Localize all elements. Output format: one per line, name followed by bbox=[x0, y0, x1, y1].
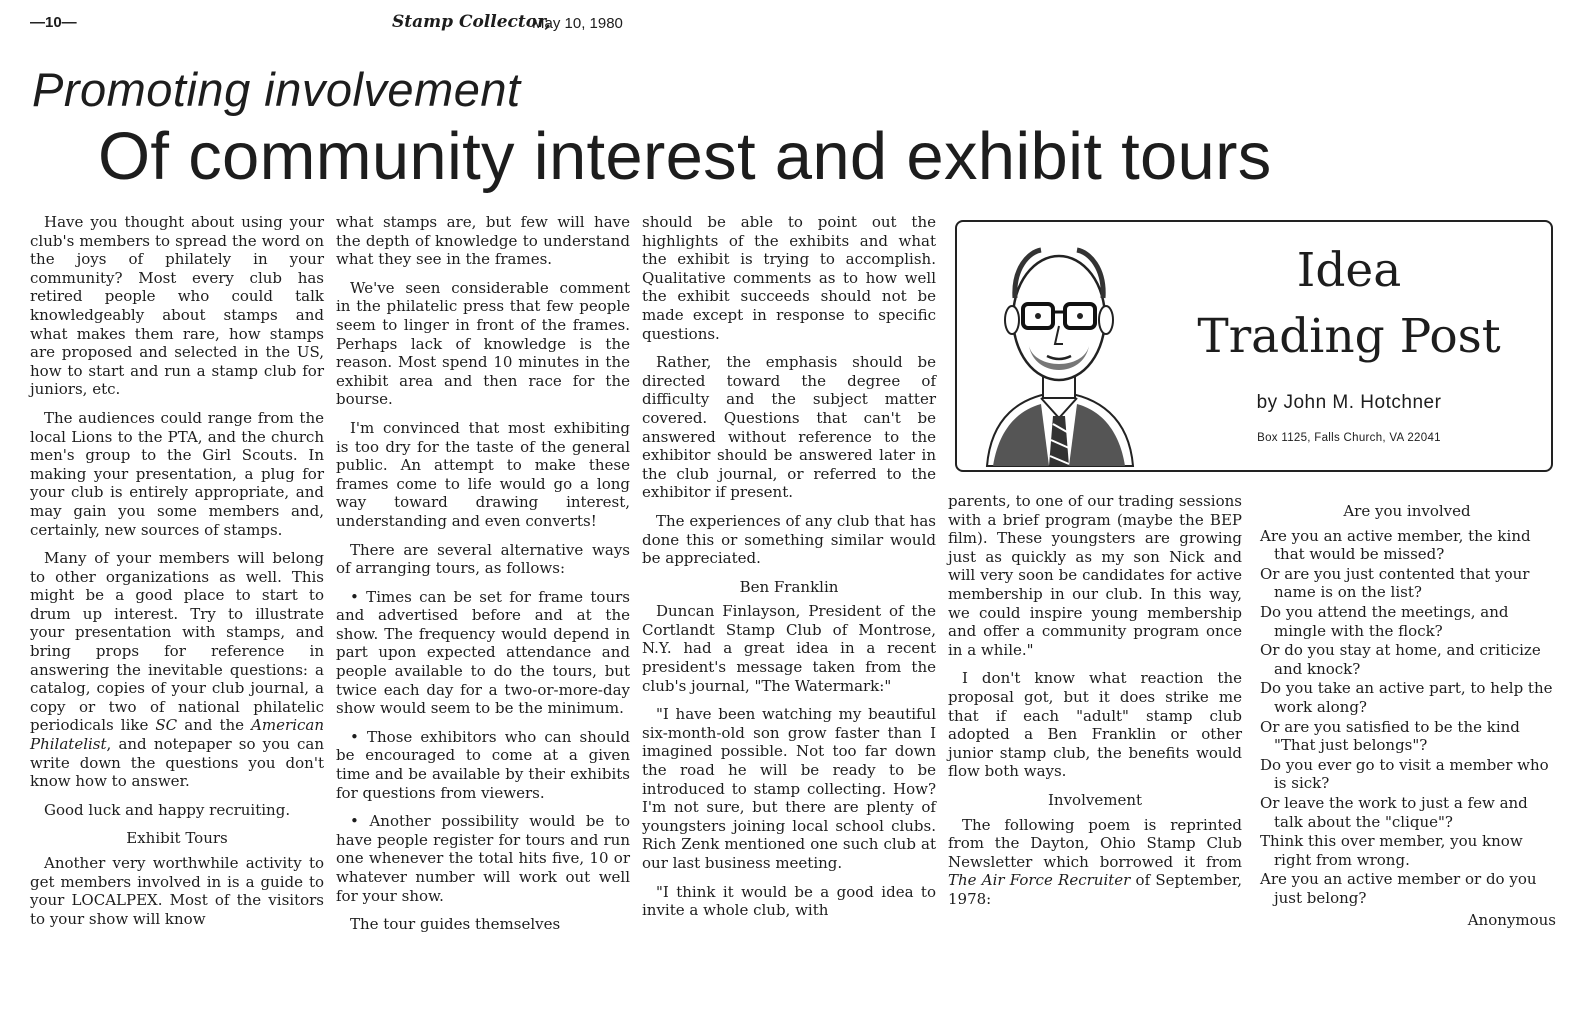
article-kicker: Promoting involvement bbox=[32, 63, 521, 116]
paragraph: I don't know what reaction the proposal got, but it does strike me that if each "adult" stamp club adopted a Ben Franklin or other junior stamp club, the benefits would flow both ways. bbox=[948, 669, 1242, 781]
box-title-trading-post: Trading Post bbox=[1197, 309, 1501, 364]
paragraph: Good luck and happy recruiting. bbox=[44, 800, 291, 819]
masthead bbox=[30, 14, 650, 36]
poem-line: Or are you satisfied to be the kind "That just belongs"? bbox=[1260, 717, 1520, 755]
paragraph: "I think it would be a good idea to invite a whole club, with bbox=[642, 882, 936, 920]
paragraph: Rather, the emphasis should be directed toward the degree of difficulty and the subject matter covered. Questions that can't be answered without reference to the exhibitor should be answered later in the club journal, or referred to the exhibitor if present. bbox=[642, 353, 936, 502]
sc-reference: SC bbox=[155, 716, 178, 735]
author-address: Box 1125, Falls Church, VA 22041 bbox=[1257, 432, 1441, 444]
section-heading-ben-franklin: Ben Franklin bbox=[739, 577, 839, 596]
american-philatelist-reference: American Philatelist bbox=[30, 716, 324, 754]
paragraph: The audiences could range from the local Lions to the PTA, and the church men's group to the Girl Scouts. In making your presentation, a plug for your club is entirely appropriate, and may gain you some members and, certainly, new sources of stamps. bbox=[30, 408, 324, 539]
issue-date: May 10, 1980 bbox=[532, 15, 623, 32]
paragraph: The experiences of any club that has done this or something similar would be appreciated. bbox=[642, 511, 936, 568]
poem-line: Do you attend the meetings, and mingle with the flock? bbox=[1260, 602, 1509, 640]
publication-name: Stamp Collector, bbox=[392, 12, 551, 32]
paragraph: Duncan Finlayson, President of the Cortlandt Stamp Club of Montrose, N.Y. had a great idea in a recent president's message taken from the club's journal, "The Watermark:" bbox=[642, 602, 936, 695]
poem-line: Do you ever go to visit a member who is sick? bbox=[1260, 755, 1549, 793]
author-portrait-icon bbox=[979, 228, 1139, 468]
paragraph: Another very worthwhile activity to get members involved in is a guide to your LOCALPEX. Most of the visitors to your show will know bbox=[30, 854, 324, 928]
poem-line: Are you an active member, the kind that would be missed? bbox=[1260, 526, 1531, 564]
column-3 bbox=[642, 213, 936, 930]
bullet-paragraph: • Those exhibitors who can should be encouraged to come at a given time and be available by their exhibits for questions from viewers. bbox=[336, 727, 630, 802]
poem-line: Are you an active member or do you just belong? bbox=[1260, 870, 1537, 907]
bullet-paragraph: • Another possibility would be to have people register for tours and run one whenever the total hits five, 10 or whatever number will work out well for your show. bbox=[336, 812, 630, 905]
poem-column bbox=[1258, 492, 1556, 930]
paragraph: Have you thought about using your club's members to spread the word on the joys of philately in your community? Most every club has retired people who could talk knowledgeably about stamps and what makes them rare, how stamps are proposed and selected in the US, how to start and run a stamp club for juniors, etc. bbox=[30, 213, 324, 399]
poem-line: Do you take an active part, to help the work along? bbox=[1260, 679, 1553, 716]
paragraph: parents, to one of our trading sessions with a brief program (maybe the BEP film). These youngsters are growing just as quickly as my son Nick and will very soon be candidates for active membership in our club. In this way, we could inspire young membership and offer a community program once in a while." bbox=[948, 492, 1242, 659]
paragraph: "I have been watching my beautiful six-month-old son grow faster than I imagined possible. Not too far down the road he will be ready to be introduced to stamp collecting. How? I'm not sure, but there are plenty of youngsters joining local school clubs. Rich Zenk mentioned one such club at our last business meeting. bbox=[642, 705, 936, 872]
author-byline: by John M. Hotchner bbox=[1256, 392, 1442, 413]
paragraph: Many of your members will belong to other organizations as well. This might be a good place to start to drum up interest. Try to illustrate your presentation with stamps, and bring props for reference in answering the inevitable questions: a catalog, copies of your club journal, a copy or two of national philatelic periodicals like SC and the American Philatelist, and notepaper so you can write down the questions you don't know how to answer. bbox=[30, 549, 324, 791]
poem-line: Think this over member, you know right from wrong. bbox=[1260, 832, 1523, 869]
column-4 bbox=[948, 492, 1242, 918]
poem-signature: Anonymous bbox=[1467, 911, 1556, 930]
paragraph: should be able to point out the highlights of the exhibits and what the exhibit is trying to accomplish. Qualitative comments as to how well the exhibit succeeds should not be made except in response to specific questions. bbox=[642, 213, 936, 343]
poem-title: Are you involved bbox=[1343, 502, 1471, 520]
paragraph: I'm convinced that most exhibiting is too dry for the taste of the general public. An attempt to make these frames come to life would go a long way toward drawing interest, understanding and even converts! bbox=[336, 418, 630, 530]
page-number: —10— bbox=[30, 14, 77, 31]
article-headline: Of community interest and exhibit tours bbox=[98, 119, 1272, 194]
poem-lines bbox=[1258, 527, 1556, 908]
paragraph: what stamps are, but few will have the depth of knowledge to understand what they see in the frames. bbox=[336, 213, 630, 269]
paragraph: We've seen considerable comment in the philatelic press that few people seem to linger in front of the frames. Perhaps lack of knowledge is the reason. Most spend 10 minutes in the exhibit area and then race for the bourse. bbox=[336, 278, 630, 409]
section-heading-exhibit-tours: Exhibit Tours bbox=[126, 829, 228, 848]
column-1 bbox=[30, 213, 324, 938]
column-2 bbox=[336, 213, 630, 944]
idea-trading-post-box bbox=[955, 220, 1553, 472]
air-force-recruiter-reference: The Air Force Recruiter bbox=[948, 871, 1131, 890]
paragraph: The following poem is reprinted from the Dayton, Ohio Stamp Club Newsletter which borrowed it from The Air Force Recruiter of September, 1978: bbox=[948, 815, 1242, 908]
paragraph: There are several alternative ways of arranging tours, as follows: bbox=[336, 540, 630, 578]
bullet-paragraph: • Times can be set for frame tours and advertised before and at the show. The frequency would depend in part upon expected attendance and people available to do the tours, but twice each day for a two-or-more-day show would seem to be the minimum. bbox=[336, 587, 630, 718]
poem-line: Or are you just contented that your name is on the list? bbox=[1260, 564, 1530, 602]
poem-line: Or do you stay at home, and criticize and knock? bbox=[1260, 641, 1541, 678]
section-heading-involvement: Involvement bbox=[1047, 790, 1143, 809]
poem-line: Or leave the work to just a few and talk about the "clique"? bbox=[1260, 793, 1528, 831]
box-title-idea: Idea bbox=[1296, 243, 1402, 298]
paragraph: The tour guides themselves bbox=[350, 915, 561, 934]
